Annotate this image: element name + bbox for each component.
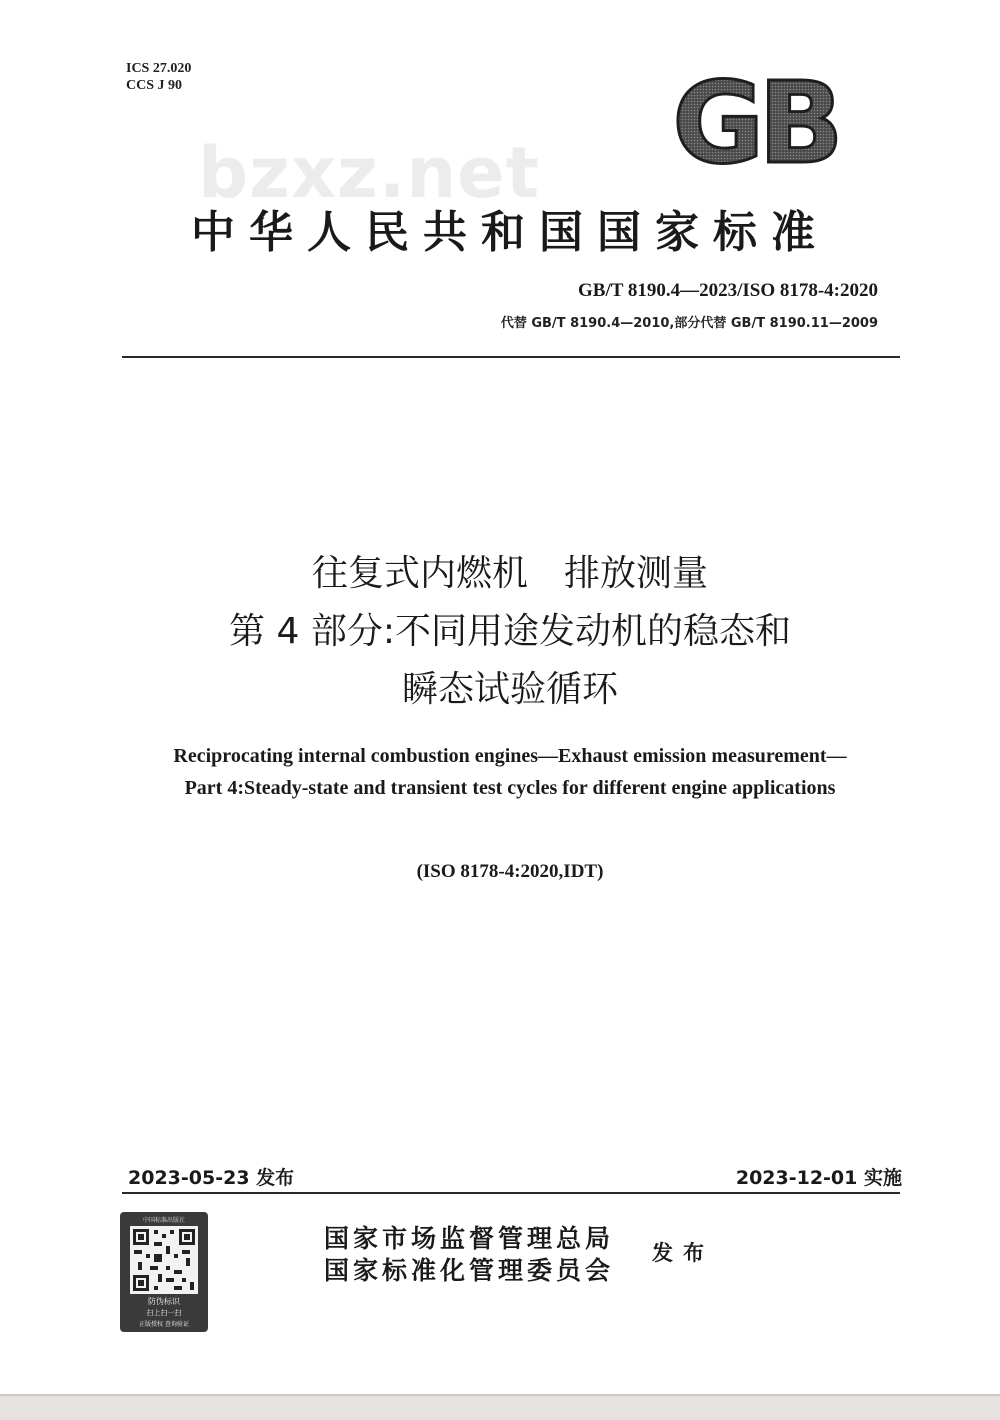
qr-publisher-label: 中国标准出版社 <box>142 1217 185 1224</box>
publish-label: 发布 <box>652 1240 714 1265</box>
national-standard-title: 中华人民共和国国家标准 <box>191 207 829 258</box>
qr-verify-label: 正版授权 查询验证 <box>139 1321 189 1328</box>
anti-counterfeit-label[interactable] <box>120 1212 208 1332</box>
en-title-line-1: Reciprocating internal combustion engines—Exhaust emission measurement— <box>173 745 847 767</box>
en-title-line-2: Part 4:Steady-state and transient test cycles for different engine applications <box>184 777 836 799</box>
top-divider <box>122 356 900 358</box>
page-bottom-edge <box>0 1394 1000 1420</box>
bottom-divider <box>122 1192 900 1194</box>
watermark: bzxz.net <box>198 132 541 214</box>
ics-code: ICS 27.020 <box>126 61 192 76</box>
gb-logo <box>660 70 850 170</box>
gb-logo-text: GB <box>672 70 838 170</box>
issuer-samr: 国家市场监督管理总局 <box>324 1224 615 1253</box>
implementation-date: 2023-12-01 实施 <box>735 1167 902 1189</box>
qr-code-icon[interactable] <box>130 1226 198 1294</box>
ccs-code: CCS J 90 <box>126 78 183 93</box>
qr-anticounterfeit-label: 防伪标识 <box>148 1297 180 1306</box>
equivalence-note: (ISO 8178-4:2020,IDT) <box>416 861 604 882</box>
issuer-sac: 国家标准化管理委员会 <box>324 1256 615 1285</box>
issue-date: 2023-05-23 发布 <box>128 1167 295 1189</box>
standard-number: GB/T 8190.4—2023/ISO 8178-4:2020 <box>578 280 878 301</box>
classification-codes <box>126 60 191 94</box>
cn-title-line-2: 第 4 部分:不同用途发动机的稳态和 <box>229 611 791 652</box>
cn-title-line-3: 瞬态试验循环 <box>401 669 618 710</box>
replaces-note: 代替 GB/T 8190.4—2010,部分代替 GB/T 8190.11—2009 <box>500 316 878 331</box>
cn-title-line-1: 往复式内燃机 排放测量 <box>311 553 708 594</box>
qr-scan-label: 扫上扫一扫 <box>146 1309 182 1317</box>
